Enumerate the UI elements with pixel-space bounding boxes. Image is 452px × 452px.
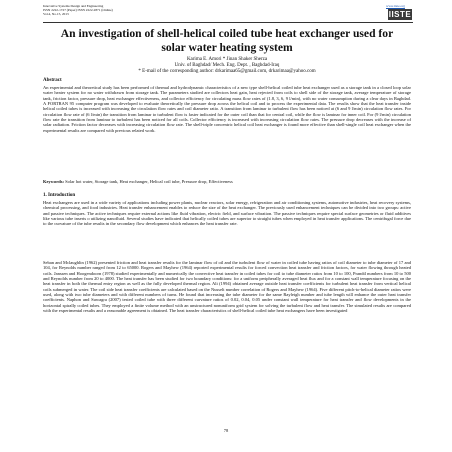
- page-number: 78: [223, 428, 229, 433]
- keywords-text: Solar hot water, Storage tank, Heat exchanger, Helical coil tube, Pressure drop, Effectiveness: [64, 179, 233, 184]
- introduction-paragraph-1: Heat exchangers are used in a wide variety of applications including power plants, nuclear reactors, solar energy, refrigeration and air conditioning systems, automotive industries, heat recovery systems, chemical processing, and food industries. Heat transfer enhancement enables to reduce the size of the heat exchanger. The previously used enhancement techniques can be divided into two groups: active and passive techniques. The active techniques require external actions like fluid vibration, electric field, and surface vibration. The passive techniques require special surface geometries or fluid additives like various tube inserts o utilizing nanofluid. Several studies have indicated that helically coiled tubes are superior to straight tubes when employed in heat transfer applications. The centrifugal force due to the curvature of the tube results in the secondary flow development which enhances the heat transfer rate.: [43, 200, 411, 227]
- paper-title: An investigation of shell-helical coiled tube heat exchanger used for solar water heating system: [60, 27, 394, 54]
- keywords-label: Keywords:: [43, 179, 64, 184]
- journal-url-link[interactable]: www.iiste.org: [386, 4, 405, 8]
- journal-header: [43, 4, 343, 16]
- journal-name: Innovative Systems Design and Engineering: [43, 4, 104, 8]
- abstract-heading: Abstract: [43, 78, 62, 83]
- paper-affiliation: Univ. of Baghdad/ Mech. Eng. Dept. , Baghdad-Iraq: [174, 63, 280, 68]
- journal-volume: Vol.4, No.15, 2013: [43, 12, 69, 17]
- journal-issn: ISSN 2222-1727 (Paper) ISSN 2222-2871 (Online): [43, 8, 113, 13]
- keywords-line: [43, 179, 411, 184]
- introduction-heading: 1. Introduction: [43, 193, 76, 198]
- iiste-logo: IISTE: [388, 10, 412, 19]
- corresponding-email: * E-mail of the corresponding author: drkarimaa65@gmail.com, drkarimaa@yahoo.com: [138, 69, 316, 74]
- paper-authors: Karima E. Amori * Jinan Shaker Sherza: [186, 57, 268, 62]
- abstract-text: An experimental and theoretical study has been performed of thermal and hydrodynamic characteristics of a new type shell-helical coiled tube heat exchanger used as a storage tank in a closed loop solar water heater system for no water withdrawn from storage tank. The parameters studied are collectors heat gain, heat rejected from coils to shell side of the storage tank, average temperature of storage tank, friction factor, pressure drop, heat exchanger effectiveness, and collector efficiency for circulating mass flow rates of (1.8, 3, 6, 9 l/min), with no water consumption during a clear days in Baghdad. A FORTRAN 95 computer program was developed to evaluate theoretically the pressure drop across the helical coil and to process the experimental data. The results show that the heat transfer inside helical coiled tubes is increased with increasing the circulation flow rates and coil diameter ratio. A transition from laminar to turbulent flow has been noticed at (6 and 9 l/min) circulation flow rates. For circulation flow rate of (6 l/min) the transition from laminar to turbulent flow is faster indicated for the outer coil than that for central coil, while the flow is laminar for inner coil. For (9 l/min) circulation flow rate the transition from laminar to turbulent has been noticed for all coils. Collector efficiency is increased with increasing circulation flow rates. The pressure drop decreases with the increase of solar radiation. Friction factor decreases with increasing circulation flow rate. The shell-triple concentric helical coil heat exchanger is found more effective than shell-single coil heat exchanger when the experimental results are compared with previous related work.: [43, 85, 411, 133]
- introduction-paragraph-2: Seban and Mclaughlin (1962) presented friction and heat transfer results for the laminar flow of oil and the turbulent flow of water in coiled tube having ratios of coil diameter to tube diameter of 17 and 104, for Reynolds number ranged from 12 to 65000. Rogers and Mayhew (1964) reported experimental results for forced convection heat transfer and friction factors, for water flowing through heated coils. Janssen and Hoogendoorn (1978) studied experimentally and numerically the convective heat transfer in coiled tubes for coil to tube diameter ratios from 10 to 100, Prandtl numbers from 10 to 500 and Reynolds number from 20 to 4000. The heat transfer has been studied for two boundary conditions: for a uniform peripherally averaged heat flux and for a constant wall temperature focusing on the heat transfer in both the thermal entry region as well as the fully developed thermal region. Ali (1994) obtained average outside heat transfer coefficients for turbulent heat transfer from vertical helical coils submerged in water. The coil side heat transfer coefficients are calculated based on the Nusselt number correlation of Rogers and Mayhew (1964). Five different pitch-to-helical diameter ratios were used, along with two tube diameters and with different numbers of turns. He found that increasing the tube diameter for the same Rayleigh number and tube length will enhance the outer heat transfer coefficients. Naphon and Suwagra (2007) tested coiled tube with three different curvature ratios of 0.02, 0.04, 0.05 under constant wall temperature for heat transfer and flow developments in the horizontal spirally coiled tubes. They employed a finite volume method with an unstructured nonuniform grid system for solving the turbulent flow and heat transfer. The simulated results are compared with the experimental results and a reasonable agreement is obtained. The heat transfer characteristics of shell-helical coiled tube heat exchangers have been investigated: [43, 260, 411, 314]
- header-rule: [43, 22, 413, 23]
